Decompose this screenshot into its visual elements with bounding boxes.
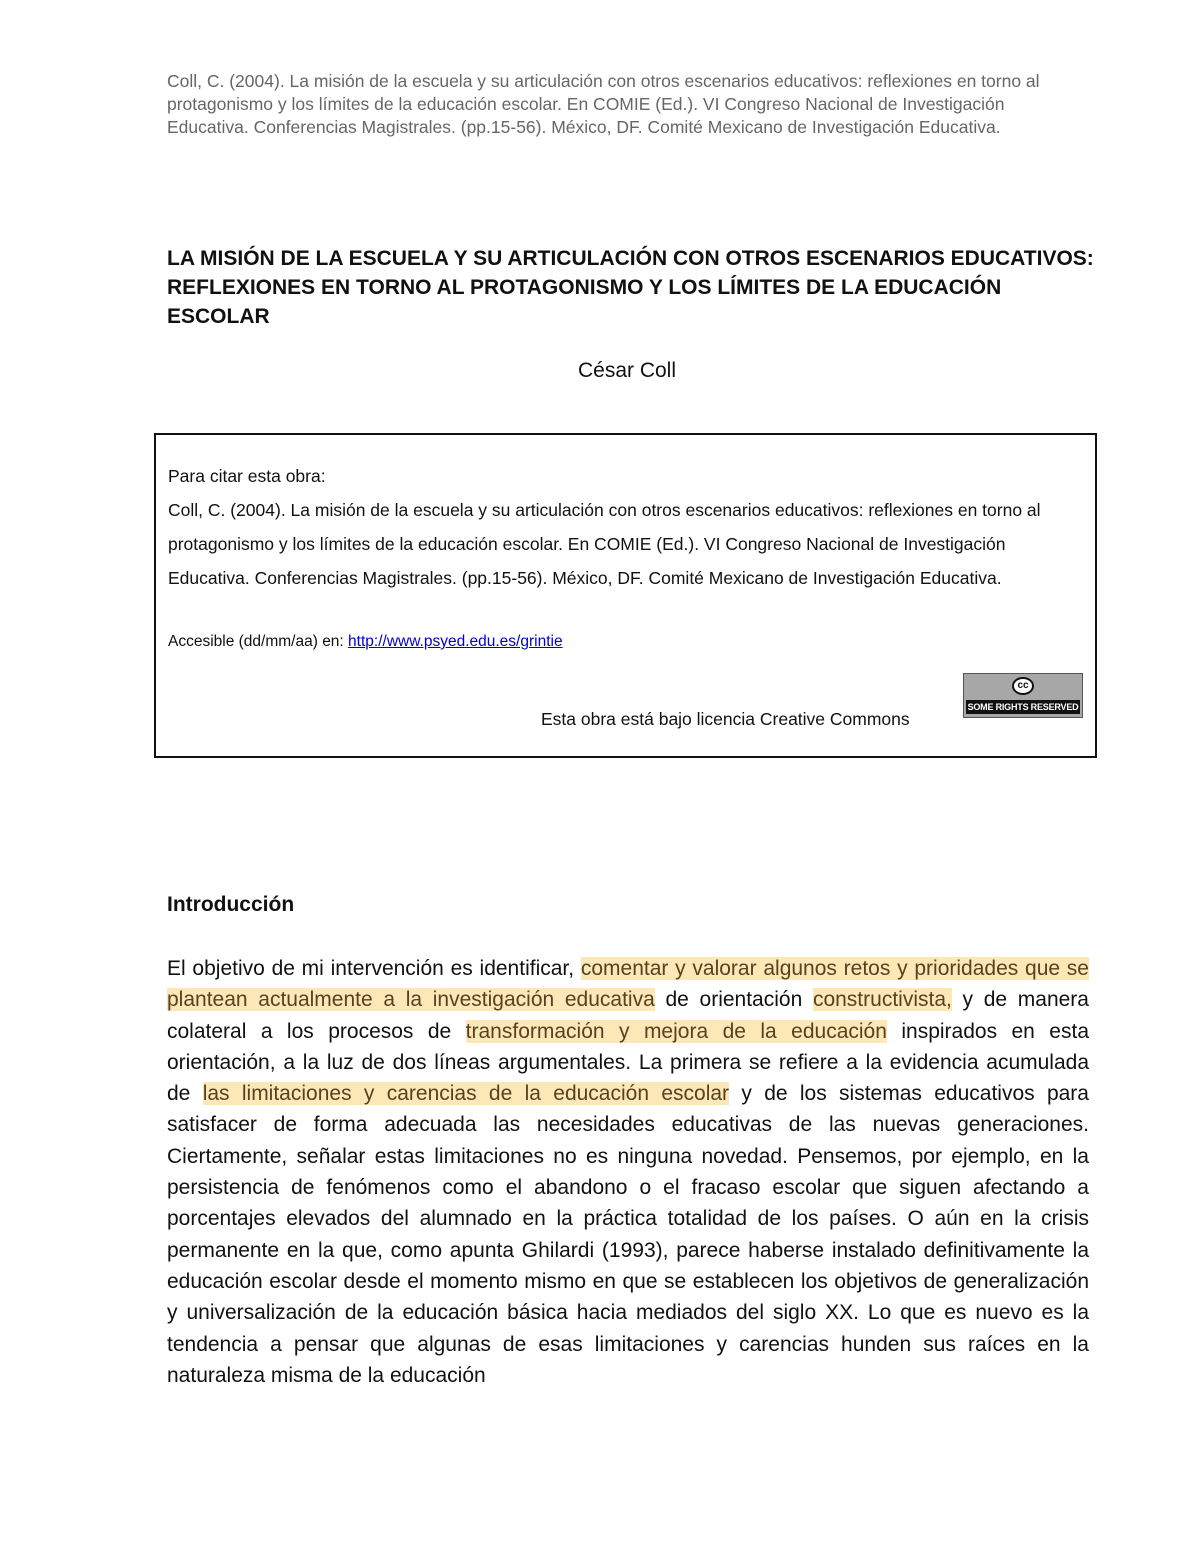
para-text: El objetivo de mi intervención es identificar, <box>167 957 581 980</box>
para-text: y de los sistemas educativos para satisfacer de forma adecuada las necesidades educativas de las nuevas generaciones. Ciertamente, señalar estas limitaciones no es ninguna novedad. Pensemos, por ejemplo, en la persistencia de fenómenos como el abandono o el fracaso escolar que siguen afectando a porcentajes elevados del alumnado en la práctica totalidad de los países. O aún en la crisis permanente en la que, como apunta Ghilardi (1993), parece haberse instalado definitivamente la educación escolar desde el momento mismo en que se establecen los objetivos de generalización y universalización de la educación básica hacia mediados del siglo XX. Lo que es nuevo es la tendencia a pensar que algunas de esas limitaciones y carencias hunden sus raíces en la naturaleza misma de la educación <box>167 1082 1089 1387</box>
access-line <box>168 632 563 652</box>
cc-icon: cc <box>1012 677 1034 695</box>
para-text: de orientación <box>654 988 813 1012</box>
highlighted-text: transformación y mejora de la educación <box>465 1019 887 1043</box>
para-text: inspirados en esta orientación, a la luz de dos líneas argumentales. La primera se refiere a la evidencia acumulada de <box>167 1019 1089 1106</box>
license-text: Esta obra está bajo licencia Creative Commons <box>541 709 910 729</box>
citation-text: Coll, C. (2004). La misión de la escuela y su articulación con otros escenarios educativos: reflexiones en torno al protagonismo y los límites de la educación escolar. En COMIE (Ed.). VI Congreso Nacional de Investigación Educativa. Conferencias Magistrales. (pp.15-56). México, DF. Comité Mexicano de Investigación Educativa. <box>168 500 1041 588</box>
para-text: y de manera colateral a los procesos de <box>167 988 1089 1043</box>
citation-label: Para citar esta obra: <box>168 466 326 486</box>
highlighted-text: constructivista, <box>812 988 952 1012</box>
highlighted-text: las limitaciones y carencias de la educación escolar <box>202 1082 730 1106</box>
citation-box <box>154 433 1097 758</box>
access-link[interactable]: http://www.psyed.edu.es/grintie <box>348 633 563 650</box>
access-label: Accesible (dd/mm/aa) en: <box>168 633 349 650</box>
creative-commons-badge[interactable] <box>963 673 1083 718</box>
author-name: César Coll <box>577 359 677 382</box>
cc-badge-label: SOME RIGHTS RESERVED <box>967 702 1079 712</box>
intro-paragraph <box>167 953 1089 1391</box>
section-heading-introduccion: Introducción <box>167 893 295 916</box>
header-citation: Coll, C. (2004). La misión de la escuela y su articulación con otros escenarios educativos: reflexiones en torno al protagonismo y los límites de la educación escolar. En COMIE (Ed.). VI Congreso Nacional de Investigación Educativa. Conferencias Magistrales. (pp.15-56). México, DF. Comité Mexicano de Investigación Educativa. <box>167 71 1040 137</box>
highlighted-text: comentar y valorar algunos retos y prioridades que se plantean actualmente a la investigación educativa <box>167 957 1089 1012</box>
document-title: LA MISIÓN DE LA ESCUELA Y SU ARTICULACIÓN CON OTROS ESCENARIOS EDUCATIVOS: REFLEXIONES EN TORNO AL PROTAGONISMO Y LOS LÍMITES DE LA EDUCACIÓN ESCOLAR <box>167 247 1094 328</box>
